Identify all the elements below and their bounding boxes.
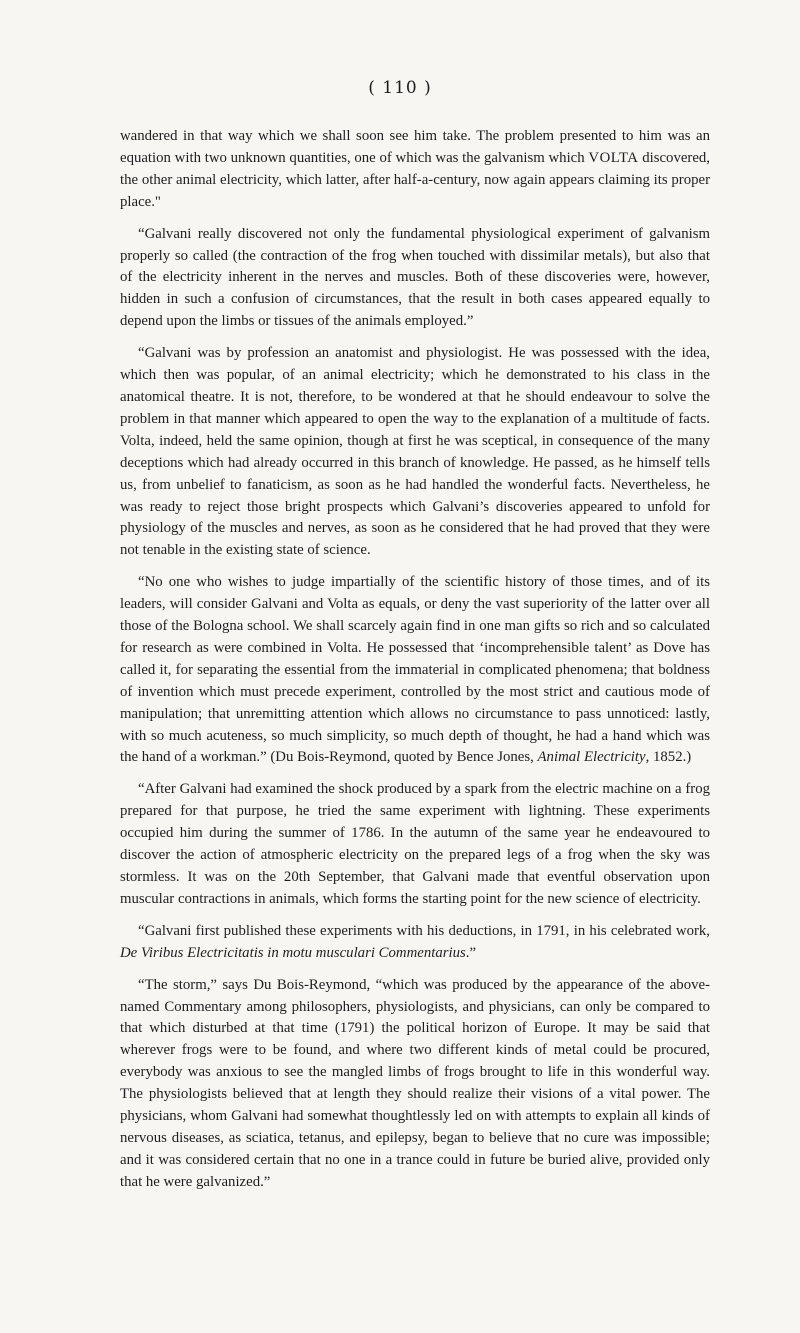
paragraph-1-volta: VOLTA (588, 149, 639, 166)
body-text (120, 126, 710, 1204)
paragraph-3: “Galvani was by profession an anatomist and physiologist. He was possessed with the idea, which then was popular, of an animal electricity; which he demonstrated to his class in the anatomical theatre. It is not, therefore, to be wondered at that he should endeavour to solve the problem in that manner which appeared to open the way to the explanation of a multitude of facts. Volta, indeed, held the same opinion, though at first he was sceptical, in consequence of the many deceptions which had already occurred in this branch of knowledge. He passed, as he himself tells us, from unbelief to fanaticism, as soon as he had handled the wonderful facts. Nevertheless, he was ready to reject those bright prospects which Galvani’s discoveries appeared to unfold for physiology of the muscles and nerves, as soon as he considered that he had proved that they were not tenable in the existing state of science. (120, 345, 710, 559)
page-number: ( 110 ) (368, 78, 432, 98)
paragraph-1-part-1: wandered in that way which we shall soon see him take. The problem presented to him was an equation with two unknown quantities, one of which was the galvanism which (120, 128, 710, 166)
paragraph-6 (120, 921, 710, 965)
paragraph-1-part-3: discovered, the other animal electricity, which latter, after half-a-century, now again appears claiming its proper place." (120, 149, 711, 210)
paragraph-4-part-3: , 1852.) (645, 749, 692, 766)
paragraph-6-book-title: De Viribus Electricitatis in motu musculari Commentarius (120, 944, 466, 961)
paragraph-5: “After Galvani had examined the shock produced by a spark from the electric machine on a frog prepared for that purpose, he tried the same experiment with lightning. These experiments occupied him during the summer of 1786. In the autumn of the same year he endeavoured to discover the action of atmospheric electricity on the prepared legs of a frog when the sky was stormless. It was on the 20th September, that Galvani made that eventful observation upon muscular contractions in animals, which forms the starting point for the new science of electricity. (120, 781, 710, 907)
paragraph-6-part-1: “Galvani first published these experiments with his deductions, in 1791, in his celebrated work, (138, 922, 710, 939)
paragraph-6-part-3: .” (465, 944, 477, 961)
paragraph-4 (120, 572, 710, 769)
paragraph-4-part-1: “No one who wishes to judge impartially of the scientific history of those times, and of its leaders, will consider Galvani and Volta as equals, or deny the vast superiority of the latter over all those of the Bologna school. We shall scarcely again find in one man gifts so rich and so calculated for research as were combined in Volta. He possessed that ‘incomprehensible talent’ as Dove has called it, for separating the essential from the immaterial in complicated phenomena; that boldness of invention which must precede experiment, controlled by the most strict and cautious mode of manipulation; that unremitting attention which allows no circumstance to pass unnoticed: lastly, with so much acuteness, so much simplicity, so much depth of thought, he had a hand which was the hand of a workman.” (Du Bois-Reymond, quoted by Bence Jones, (120, 574, 710, 766)
paragraph-2: “Galvani really discovered not only the fundamental physiological experiment of galvanism properly so called (the contraction of the frog when touched with dissimilar metals), but also that of the electricity inherent in the nerves and muscles. Both of these discoveries were, however, hidden in such a confusion of circumstances, that the result in both cases appeared equally to depend upon the limbs or tissues of the animals employed.” (120, 225, 710, 330)
paragraph-7: “The storm,” says Du Bois-Reymond, “which was produced by the appearance of the above-named Commentary among philosophers, physiologists, and physicians, can only be compared to that which disturbed at that time (1791) the political horizon of Europe. It may be said that wherever frogs were to be found, and where two different kinds of metal could be procured, everybody was anxious to see the mangled limbs of frogs brought to life in this wonderful way. The physiologists believed that at length they should realize their visions of a vital power. The physicians, whom Galvani had somewhat thoughtlessly led on with attempts to explain all kinds of nervous diseases, as sciatica, tetanus, and epilepsy, began to believe that no cure was impossible; and it was considered certain that no one in a trance could in future be buried alive, provided only that he were galvanized.” (120, 976, 710, 1190)
paragraph-1 (120, 126, 710, 214)
paragraph-4-book-title: Animal Electricity (537, 749, 646, 766)
